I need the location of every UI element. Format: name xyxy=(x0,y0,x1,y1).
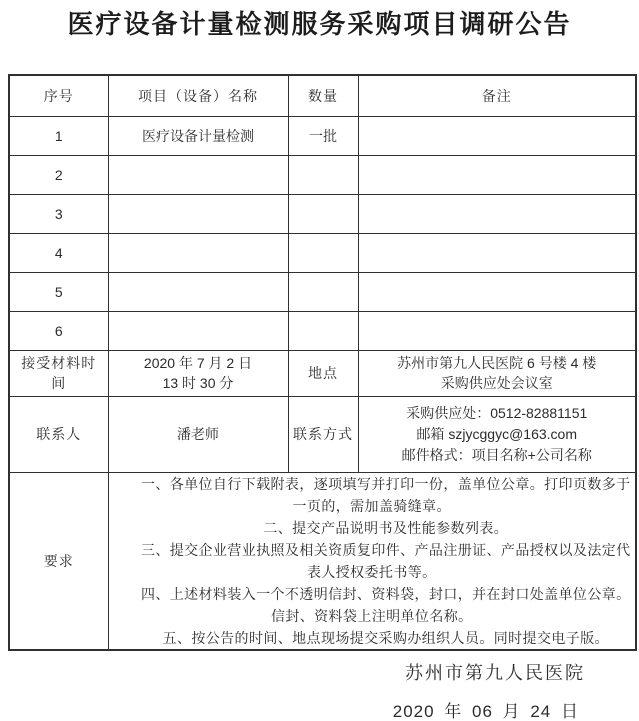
contact-name: 潘老师 xyxy=(108,396,288,472)
place-line2: 采购供应处会议室 xyxy=(440,375,553,391)
requirement-item-2: 二、提交产品说明书及性能参数列表。 xyxy=(263,519,509,536)
contact-method-value xyxy=(358,396,636,472)
contact-row xyxy=(9,396,636,472)
cell-quantity xyxy=(288,155,358,194)
cell-quantity: 一批 xyxy=(288,116,358,155)
table-row-4 xyxy=(9,233,636,272)
requirements-row xyxy=(9,472,636,650)
requirement-item-1: 一、各单位自行下载附表，逐项填写并打印一份，盖单位公章。打印页数多于一页的，需加盖骑缝章。 xyxy=(140,475,631,514)
cell-no: 2 xyxy=(9,155,108,194)
cell-remark xyxy=(358,194,636,233)
procurement-table xyxy=(8,74,637,651)
place-line1: 苏州市第九人民医院 6 号楼 4 楼 xyxy=(397,355,597,371)
cell-remark xyxy=(358,272,636,311)
accept-time-line2: 13 时 30 分 xyxy=(162,375,234,391)
table-row-2 xyxy=(9,155,636,194)
cell-no: 6 xyxy=(9,311,108,350)
cell-item-name xyxy=(108,155,288,194)
header-cell-no: 序号 xyxy=(9,75,108,116)
cell-remark xyxy=(358,116,636,155)
cell-remark xyxy=(358,311,636,350)
cell-quantity xyxy=(288,233,358,272)
cell-quantity xyxy=(288,311,358,350)
requirement-item-3: 三、提交企业营业执照及相关资质复印件、产品注册证、产品授权以及法定代表人授权委托书等。 xyxy=(140,541,631,580)
header-cell-quantity: 数量 xyxy=(288,75,358,116)
cell-item-name xyxy=(108,311,288,350)
requirement-item-4: 四、上述材料装入一个不透明信封、资料袋，封口，并在封口处盖单位公章。信封、资料袋上注明单位名称。 xyxy=(140,585,631,624)
requirements-body xyxy=(108,472,636,650)
contact-phone: 采购供应处：0512-82881151 xyxy=(406,404,588,421)
cell-no: 4 xyxy=(9,233,108,272)
table-row-3 xyxy=(9,194,636,233)
contact-label: 联系人 xyxy=(9,396,108,472)
cell-no: 5 xyxy=(9,272,108,311)
cell-item-name: 医疗设备计量检测 xyxy=(108,116,288,155)
accept-time-line1: 2020 年 7 月 2 日 xyxy=(143,355,253,371)
cell-quantity xyxy=(288,194,358,233)
contact-method-label: 联系方式 xyxy=(288,396,358,472)
requirements-label: 要求 xyxy=(9,472,108,650)
cell-item-name xyxy=(108,272,288,311)
page-title: 医疗设备计量检测服务采购项目调研公告 xyxy=(67,10,572,39)
table-header-row xyxy=(9,75,636,116)
cell-no: 1 xyxy=(9,116,108,155)
table-row-6 xyxy=(9,311,636,350)
cell-remark xyxy=(358,155,636,194)
cell-item-name xyxy=(108,194,288,233)
place-label: 地点 xyxy=(288,350,358,396)
issuing-organization: 苏州市第九人民医院 xyxy=(405,662,585,683)
cell-quantity xyxy=(288,272,358,311)
header-cell-remark: 备注 xyxy=(358,75,636,116)
cell-no: 3 xyxy=(9,194,108,233)
cell-item-name xyxy=(108,233,288,272)
accept-material-row xyxy=(9,350,636,396)
requirement-item-5: 五、按公告的时间、地点现场提交采购办组织人员。同时提交电子版。 xyxy=(162,629,609,646)
cell-remark xyxy=(358,233,636,272)
contact-email: 邮箱 szjycggyc@163.com xyxy=(416,425,577,442)
header-cell-item-name: 项目（设备）名称 xyxy=(108,75,288,116)
issue-date: 2020 年 06 月 24 日 xyxy=(392,701,579,721)
table-row-5 xyxy=(9,272,636,311)
accept-time-value xyxy=(108,350,288,396)
signature-block xyxy=(0,661,639,721)
accept-time-label: 接受材料时间 xyxy=(9,350,108,396)
announcement-page xyxy=(0,8,639,721)
table-row-1 xyxy=(9,116,636,155)
place-value xyxy=(358,350,636,396)
contact-mail-format: 邮件格式：项目名称+公司名称 xyxy=(401,446,592,463)
